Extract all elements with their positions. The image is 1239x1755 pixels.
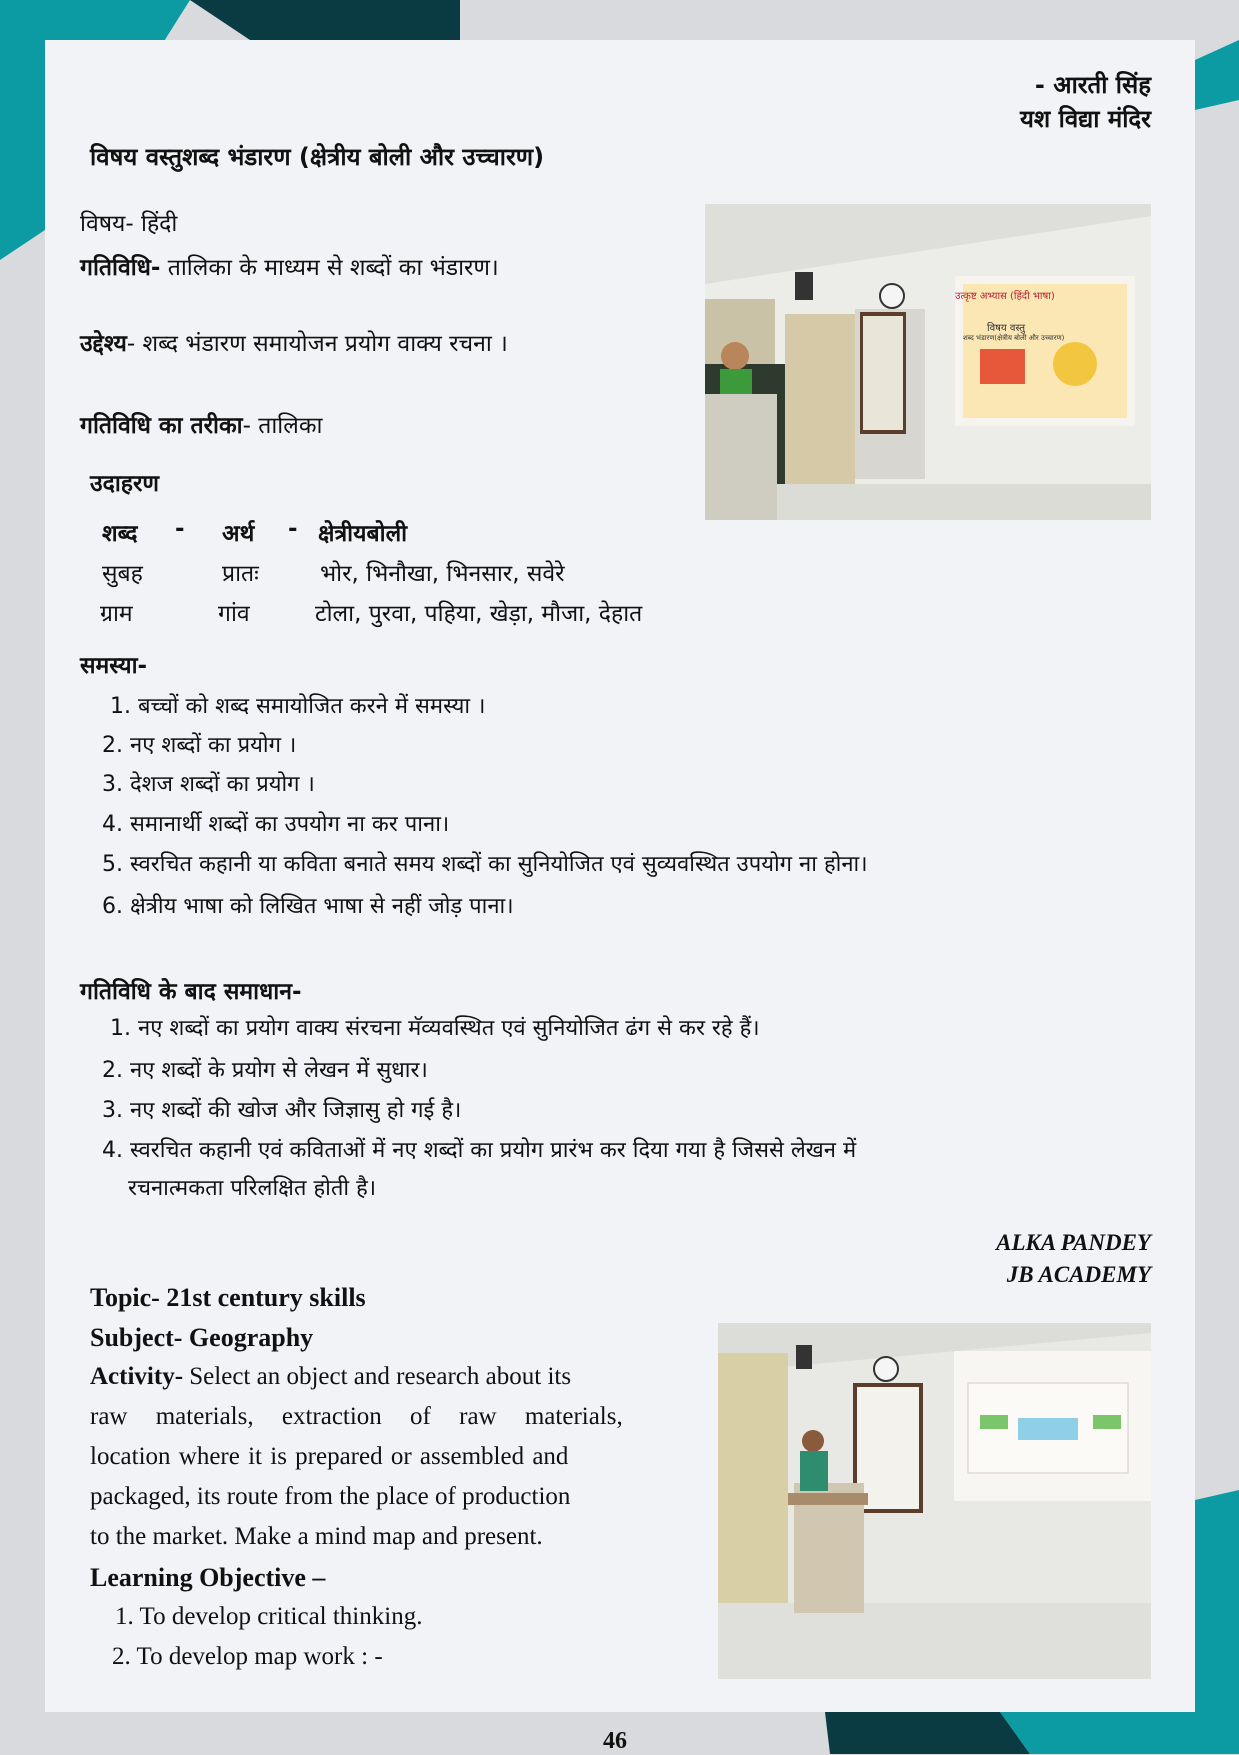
table-header-sep: -: [175, 516, 185, 542]
table-header-meaning: अर्थ: [222, 521, 255, 547]
hindi-activity-text: तालिका के माध्यम से शब्दों का भंडारण।: [160, 255, 499, 281]
table-cell-meaning: गांव: [218, 601, 250, 627]
activity-line: location where it is prepared or assembled and: [90, 1443, 569, 1470]
activity-line: to the market. Make a mind map and present.: [90, 1523, 543, 1550]
list-item: 2. नए शब्दों का प्रयोग ।: [102, 733, 297, 758]
activity-line: [90, 1363, 571, 1391]
solution-heading: गतिविधि के बाद समाधान-: [80, 979, 302, 1005]
problem-heading: समस्या-: [80, 653, 148, 679]
list-item: 6. क्षेत्रीय भाषा को लिखित भाषा से नहीं जोड़ पाना।: [102, 894, 514, 919]
photo-drawing: [718, 1323, 1151, 1679]
english-author-school: JB ACADEMY: [1006, 1262, 1151, 1287]
classroom-photo-geography: [718, 1323, 1151, 1679]
objective-heading: Learning Objective –: [90, 1563, 326, 1592]
hindi-method: [80, 408, 322, 440]
hindi-objective-text: - शब्द भंडारण समायोजन प्रयोग वाक्य रचना ।: [126, 331, 508, 357]
table-header-sep: -: [288, 516, 298, 542]
table-header-dialect: क्षेत्रीयबोली: [318, 521, 408, 547]
activity-line: raw materials, extraction of raw materials,: [90, 1403, 623, 1430]
photo-drawing: [705, 204, 1151, 520]
hindi-activity: [80, 250, 499, 282]
list-item: 3. देशज शब्दों का प्रयोग ।: [102, 772, 315, 797]
list-item: 4. स्वरचित कहानी एवं कविताओं में नए शब्दों का प्रयोग प्रारंभ कर दिया गया है जिससे लेखन में: [102, 1138, 857, 1163]
page-number: 46: [603, 1728, 627, 1754]
hindi-title: विषय वस्तुशब्द भंडारण (क्षेत्रीय बोली और उच्चारण): [90, 143, 545, 171]
slide-text: शब्द भंडारण(क्षेत्रीय बोली और उच्चारण): [963, 334, 1065, 342]
list-item: 5. स्वरचित कहानी या कविता बनाते समय शब्दों का सुनियोजित एवं सुव्यवस्थित उपयोग ना होना।: [102, 852, 868, 877]
list-item: 1. नए शब्दों का प्रयोग वाक्य संरचना मॅव्यवस्थित एवं सुनियोजित ढंग से कर रहे हैं।: [110, 1016, 760, 1041]
list-item: 2. नए शब्दों के प्रयोग से लेखन में सुधार।: [102, 1058, 428, 1083]
activity-text: Select an object and research about its: [183, 1363, 572, 1390]
subject-line: Subject- Geography: [90, 1323, 314, 1352]
table-cell-word: सुबह: [102, 561, 143, 587]
table-cell-meaning: प्रातः: [222, 561, 259, 587]
hindi-subject: विषय- हिंदी: [80, 211, 178, 237]
slide-title: उत्कृष्ट अभ्यास (हिंदी भाषा): [955, 291, 1055, 302]
hindi-method-text: - तालिका: [242, 413, 323, 439]
table-cell-dialect: भोर, भिनौखा, भिनसार, सवेरे: [320, 561, 565, 587]
table-cell-word: ग्राम: [100, 601, 133, 627]
slide-subtitle: विषय वस्तु: [987, 323, 1026, 334]
example-heading: उदाहरण: [90, 471, 160, 497]
hindi-author-name: - आरती सिंह: [1034, 71, 1151, 99]
list-item: 2. To develop map work : -: [112, 1643, 383, 1670]
hindi-author-school: यश विद्या मंदिर: [1020, 105, 1151, 133]
hindi-activity-label: गतिविधि-: [80, 255, 161, 281]
list-item: रचनात्मकता परिलक्षित होती है।: [128, 1176, 377, 1201]
list-item: 1. बच्चों को शब्द समायोजित करने में समस्या ।: [110, 694, 486, 719]
table-cell-dialect: टोला, पुरवा, पहिया, खेड़ा, मौजा, देहात: [315, 601, 643, 627]
table-header-word: शब्द: [102, 521, 138, 547]
classroom-photo-hindi: [705, 204, 1151, 520]
hindi-method-label: गतिविधि का तरीका: [80, 413, 243, 439]
activity-line: packaged, its route from the place of production: [90, 1483, 571, 1510]
topic-line: Topic- 21st century skills: [90, 1283, 366, 1312]
list-item: 3. नए शब्दों की खोज और जिज्ञासु हो गई है।: [102, 1098, 462, 1123]
english-author-name: ALKA PANDEY: [996, 1230, 1151, 1255]
list-item: 1. To develop critical thinking.: [115, 1603, 423, 1630]
hindi-objective-label: उद्देश्य: [80, 331, 127, 357]
activity-label: Activity-: [90, 1363, 184, 1390]
hindi-objective: [80, 326, 508, 358]
list-item: 4. समानार्थी शब्दों का उपयोग ना कर पाना।: [102, 812, 450, 837]
